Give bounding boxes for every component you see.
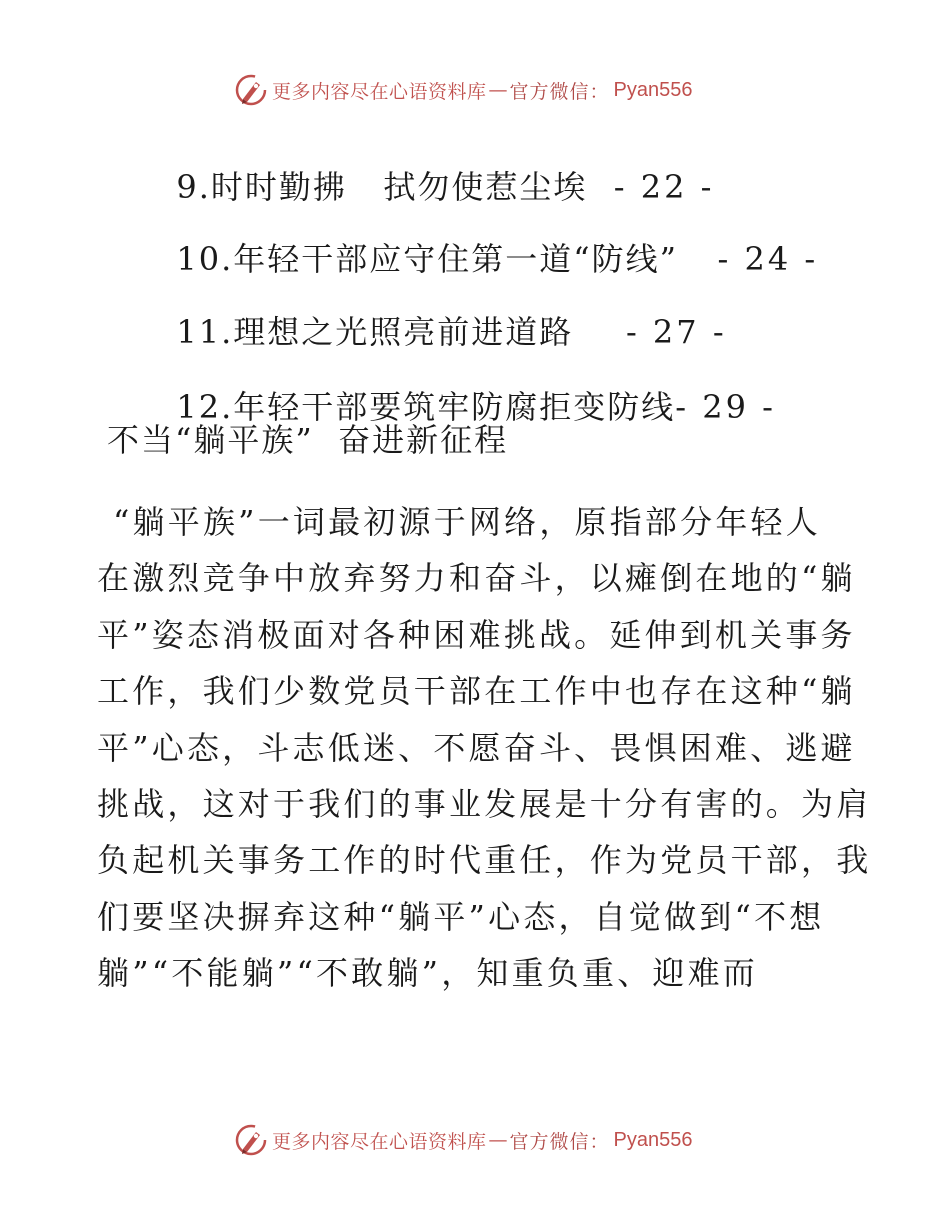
toc-entry bbox=[152, 127, 714, 207]
watermark-official-label: 官方微信： bbox=[509, 80, 610, 103]
body-line: 平”心态，斗志低迷、不愿奋斗、畏惧困难、逃避 bbox=[97, 728, 856, 767]
toc-page: - 27 - bbox=[573, 313, 727, 351]
toc-page: - 29 - bbox=[675, 388, 776, 426]
toc-title: 时时勤拂 拭勿使惹尘埃 bbox=[210, 168, 588, 206]
article-title: 不当“躺平族” 奋进新征程 bbox=[107, 421, 509, 459]
body-line: “躺平族”一词最初源于网络，原指部分年轻人 bbox=[113, 503, 821, 541]
toc-entry bbox=[152, 199, 818, 279]
toc-page: - 22 - bbox=[587, 168, 715, 206]
body-line: 挑战，这对于我们的事业发展是十分有害的。为肩 bbox=[97, 785, 872, 824]
body-line: 平”姿态消极面对各种困难挑战。延伸到机关事务 bbox=[97, 615, 856, 654]
toc-title: 年轻干部应守住第一道“防线” bbox=[233, 240, 678, 278]
body-line: 在激烈竞争中放弃努力和奋斗，以瘫倒在地的“躺 bbox=[97, 559, 856, 598]
body-line: 工作，我们少数党员干部在工作中也存在这种“躺 bbox=[97, 672, 856, 711]
watermark-official-label: 官方微信： bbox=[509, 1130, 610, 1153]
pen-logo-icon bbox=[234, 73, 268, 107]
watermark-wechat-id: Pyan556 bbox=[613, 1128, 693, 1151]
watermark-banner-bottom bbox=[234, 1122, 693, 1158]
pen-logo-icon bbox=[234, 1123, 268, 1157]
toc-title: 理想之光照亮前进道路 bbox=[233, 313, 574, 351]
watermark-separator: — bbox=[488, 1129, 508, 1151]
toc-number: 10. bbox=[176, 240, 234, 278]
toc-entry bbox=[152, 347, 776, 427]
article-body bbox=[97, 494, 872, 1002]
watermark-text: 更多内容尽在心语资料库 bbox=[272, 80, 487, 103]
watermark-separator: — bbox=[488, 79, 508, 101]
body-line: 们要坚决摒弃这种“躺平”心态，自觉做到“不想 bbox=[97, 897, 825, 936]
watermark-banner-top bbox=[234, 72, 693, 108]
watermark-text: 更多内容尽在心语资料库 bbox=[272, 1130, 487, 1153]
body-line: 负起机关事务工作的时代重任，作为党员干部，我 bbox=[97, 841, 872, 880]
toc-number: 9. bbox=[176, 168, 211, 206]
body-line: 躺”“不能躺”“不敢躺”，知重负重、迎难而 bbox=[97, 954, 758, 993]
toc-page: - 24 - bbox=[677, 240, 819, 278]
toc-entry bbox=[152, 272, 727, 352]
toc-number: 11. bbox=[176, 313, 234, 351]
watermark-wechat-id: Pyan556 bbox=[613, 78, 693, 101]
toc-number: 12. bbox=[176, 388, 234, 426]
toc-title: 年轻干部要筑牢防腐拒变防线 bbox=[233, 388, 676, 426]
